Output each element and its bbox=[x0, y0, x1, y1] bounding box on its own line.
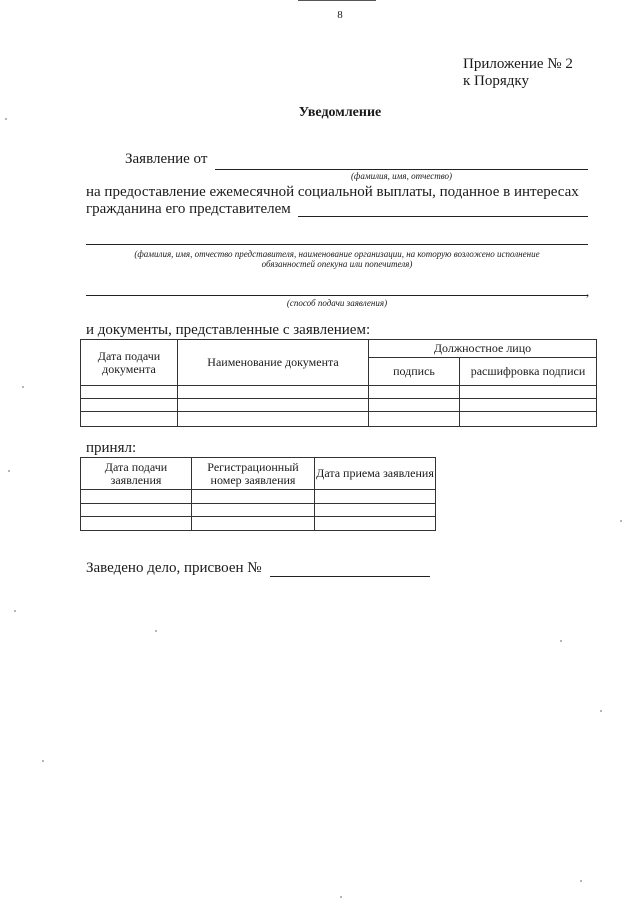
appendix-line-2: к Порядку bbox=[463, 73, 529, 89]
table-cell bbox=[369, 386, 460, 399]
applicant-name-line bbox=[215, 169, 588, 170]
scan-speck bbox=[340, 896, 342, 898]
table-cell bbox=[369, 412, 460, 427]
representative-line-1 bbox=[298, 216, 588, 217]
header-rule bbox=[298, 0, 376, 1]
representative-line-2 bbox=[86, 244, 588, 245]
table-cell bbox=[178, 399, 369, 412]
line-comma: , bbox=[586, 284, 590, 299]
th-registration-number: Регистрационный номер заявления bbox=[192, 458, 315, 490]
received-label: принял: bbox=[86, 440, 137, 456]
table-cell bbox=[460, 386, 597, 399]
th-official: Должностное лицо bbox=[369, 340, 597, 358]
table-cell bbox=[369, 399, 460, 412]
table-row bbox=[81, 386, 597, 399]
th-signature: подпись bbox=[369, 358, 460, 386]
table-cell bbox=[315, 517, 436, 531]
table-cell bbox=[178, 386, 369, 399]
table-cell bbox=[81, 504, 192, 517]
document-title: Уведомление bbox=[298, 105, 382, 120]
table-cell bbox=[81, 412, 178, 427]
table-cell bbox=[81, 386, 178, 399]
submission-method-line bbox=[86, 295, 588, 296]
table-cell bbox=[192, 517, 315, 531]
table-row bbox=[81, 490, 436, 504]
representative-hint-line-2: обязанностей опекуна или попечителя) bbox=[261, 259, 413, 269]
page-number: 8 bbox=[337, 9, 343, 21]
scan-speck bbox=[22, 386, 24, 388]
statement-label: Заявление от bbox=[125, 151, 208, 167]
table-cell bbox=[460, 412, 597, 427]
table-row bbox=[81, 412, 597, 427]
table-cell bbox=[81, 399, 178, 412]
representative-hint-line-1: (фамилия, имя, отчество представителя, наименование организации, на которую возложено исполнение bbox=[134, 249, 540, 259]
th-acceptance-date: Дата приема заявления bbox=[315, 458, 436, 490]
appendix-line-1: Приложение № 2 bbox=[463, 56, 573, 72]
scan-speck bbox=[14, 610, 16, 612]
scan-speck bbox=[155, 630, 157, 632]
case-number-line bbox=[270, 576, 430, 577]
table-cell bbox=[315, 504, 436, 517]
applicant-name-hint: (фамилия, имя, отчество) bbox=[350, 171, 453, 181]
th-application-date: Дата подачи заявления bbox=[81, 458, 192, 490]
table-row bbox=[81, 517, 436, 531]
documents-intro: и документы, представленные с заявлением: bbox=[86, 322, 371, 338]
statement-text-line-3: гражданина его представителем bbox=[86, 201, 291, 217]
scan-speck bbox=[8, 470, 10, 472]
th-document-name: Наименование документа bbox=[178, 340, 369, 386]
table-cell bbox=[460, 399, 597, 412]
scan-speck bbox=[42, 760, 44, 762]
submission-method-hint: (способ подачи заявления) bbox=[286, 298, 388, 308]
scan-speck bbox=[600, 710, 602, 712]
scan-speck bbox=[560, 640, 562, 642]
statement-text-line-2: на предоставление ежемесячной социальной выплаты, поданное в интересах bbox=[86, 184, 579, 200]
table-cell bbox=[192, 490, 315, 504]
table-cell bbox=[178, 412, 369, 427]
table-cell bbox=[192, 504, 315, 517]
scan-speck bbox=[620, 520, 622, 522]
documents-table bbox=[80, 339, 597, 427]
case-label: Заведено дело, присвоен № bbox=[86, 560, 262, 576]
table-row bbox=[81, 504, 436, 517]
table-cell bbox=[81, 490, 192, 504]
scan-speck bbox=[580, 880, 582, 882]
representative-hint bbox=[86, 249, 588, 269]
scan-speck bbox=[5, 118, 7, 120]
received-table bbox=[80, 457, 436, 531]
th-submission-date: Дата подачи документа bbox=[81, 340, 178, 386]
table-cell bbox=[315, 490, 436, 504]
th-signature-decoding: расшифровка подписи bbox=[460, 358, 597, 386]
table-cell bbox=[81, 517, 192, 531]
table-row bbox=[81, 399, 597, 412]
appendix-reference bbox=[463, 56, 573, 90]
